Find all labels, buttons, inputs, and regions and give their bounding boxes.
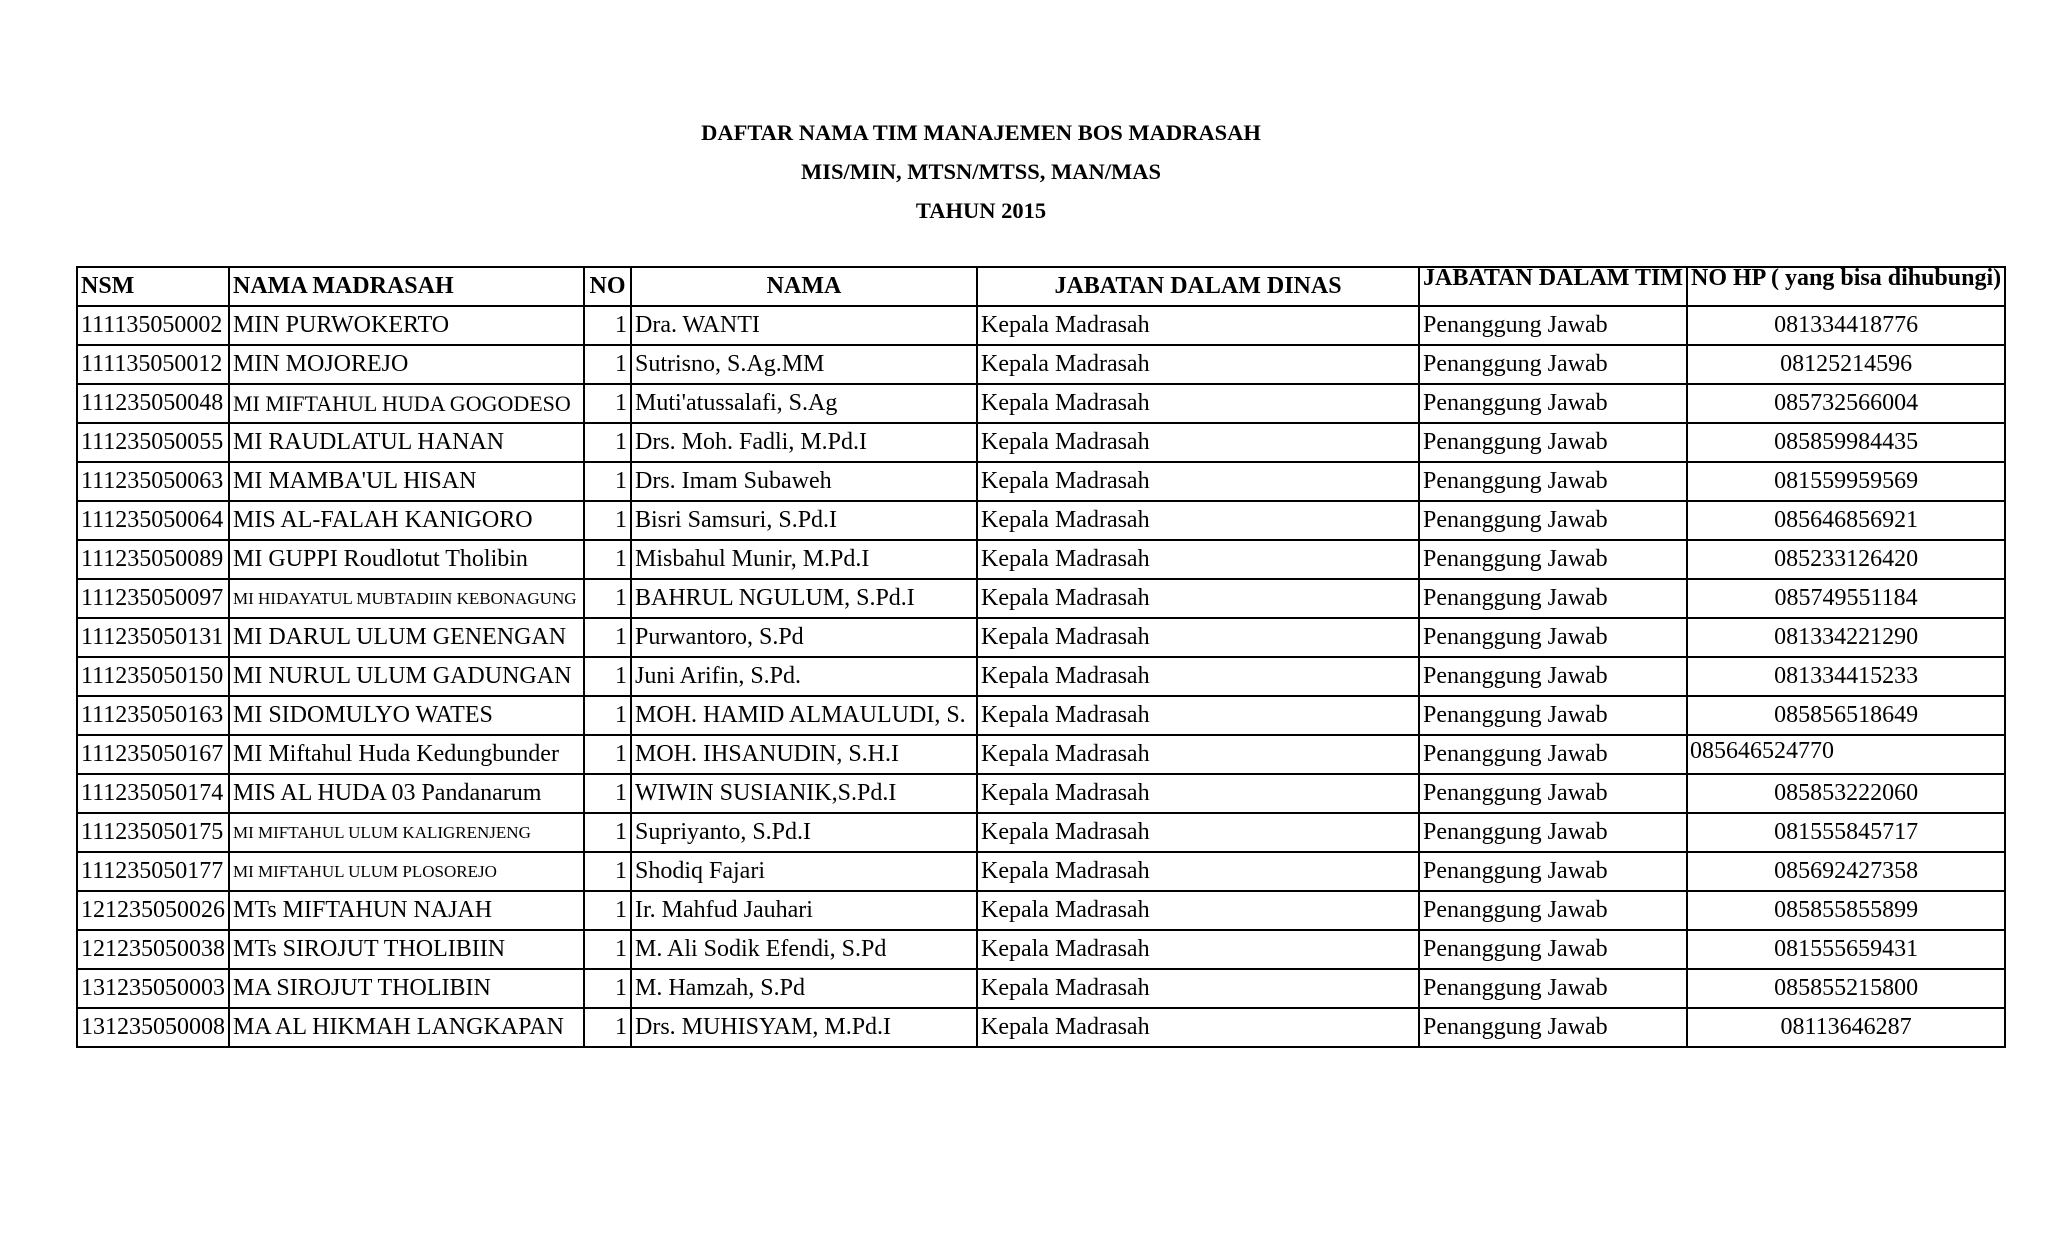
cell-madrasah: MI RAUDLATUL HANAN bbox=[229, 423, 584, 462]
cell-nsm: 111235050089 bbox=[77, 540, 229, 579]
cell-hp: 085853222060 bbox=[1687, 774, 2005, 813]
header-row bbox=[77, 267, 2005, 306]
cell-madrasah: MIN MOJOREJO bbox=[229, 345, 584, 384]
cell-no: 1 bbox=[584, 852, 631, 891]
cell-nsm: 111135050002 bbox=[77, 306, 229, 345]
cell-jabatan-tim: Penanggung Jawab bbox=[1419, 735, 1687, 774]
cell-no: 1 bbox=[584, 384, 631, 423]
cell-jabatan-tim: Penanggung Jawab bbox=[1419, 345, 1687, 384]
cell-jabatan-tim: Penanggung Jawab bbox=[1419, 657, 1687, 696]
cell-hp: 081334221290 bbox=[1687, 618, 2005, 657]
cell-madrasah: MI Miftahul Huda Kedungbunder bbox=[229, 735, 584, 774]
cell-jabatan-tim: Penanggung Jawab bbox=[1419, 540, 1687, 579]
header-hp bbox=[1687, 267, 2005, 306]
header-madrasah: NAMA MADRASAH bbox=[229, 267, 584, 306]
cell-madrasah: MI GUPPI Roudlotut Tholibin bbox=[229, 540, 584, 579]
header-nsm: NSM bbox=[77, 267, 229, 306]
cell-madrasah: MA AL HIKMAH LANGKAPAN bbox=[229, 1008, 584, 1047]
cell-jabatan-dinas: Kepala Madrasah bbox=[977, 930, 1419, 969]
cell-jabatan-dinas: Kepala Madrasah bbox=[977, 462, 1419, 501]
cell-hp: 085233126420 bbox=[1687, 540, 2005, 579]
cell-hp: 081334415233 bbox=[1687, 657, 2005, 696]
header-hp-label: NO HP ( yang bisa dihubungi) bbox=[1691, 267, 2002, 291]
table-body bbox=[77, 306, 2005, 1047]
table-row bbox=[77, 384, 2005, 423]
cell-jabatan-tim: Penanggung Jawab bbox=[1419, 852, 1687, 891]
table-row bbox=[77, 306, 2005, 345]
cell-nama: Drs. MUHISYAM, M.Pd.I bbox=[631, 1008, 977, 1047]
table-row bbox=[77, 735, 2005, 774]
cell-jabatan-tim: Penanggung Jawab bbox=[1419, 618, 1687, 657]
cell-madrasah: MI SIDOMULYO WATES bbox=[229, 696, 584, 735]
cell-no: 1 bbox=[584, 501, 631, 540]
cell-jabatan-dinas: Kepala Madrasah bbox=[977, 852, 1419, 891]
cell-hp: 085855855899 bbox=[1687, 891, 2005, 930]
cell-nsm: 121235050038 bbox=[77, 930, 229, 969]
title-line-2: MIS/MIN, MTSN/MTSS, MAN/MAS bbox=[800, 159, 1161, 184]
cell-nama: M. Ali Sodik Efendi, S.Pd bbox=[631, 930, 977, 969]
cell-jabatan-tim: Penanggung Jawab bbox=[1419, 423, 1687, 462]
cell-madrasah: MI DARUL ULUM GENENGAN bbox=[229, 618, 584, 657]
cell-jabatan-dinas: Kepala Madrasah bbox=[977, 384, 1419, 423]
cell-no: 1 bbox=[584, 657, 631, 696]
cell-jabatan-dinas: Kepala Madrasah bbox=[977, 969, 1419, 1008]
cell-jabatan-tim: Penanggung Jawab bbox=[1419, 774, 1687, 813]
cell-nama: Sutrisno, S.Ag.MM bbox=[631, 345, 977, 384]
cell-nsm: 111235050174 bbox=[77, 774, 229, 813]
cell-nama: Drs. Moh. Fadli, M.Pd.I bbox=[631, 423, 977, 462]
cell-nsm: 111235050131 bbox=[77, 618, 229, 657]
table-row bbox=[77, 657, 2005, 696]
cell-nsm: 111235050177 bbox=[77, 852, 229, 891]
cell-no: 1 bbox=[584, 813, 631, 852]
cell-nsm: 111235050167 bbox=[77, 735, 229, 774]
header-jabatan-tim-label: JABATAN DALAM TIM bbox=[1423, 267, 1684, 291]
cell-hp: 085855215800 bbox=[1687, 969, 2005, 1008]
cell-jabatan-tim: Penanggung Jawab bbox=[1419, 1008, 1687, 1047]
team-table bbox=[76, 266, 2006, 1048]
table-row bbox=[77, 501, 2005, 540]
cell-jabatan-dinas: Kepala Madrasah bbox=[977, 423, 1419, 462]
cell-no: 1 bbox=[584, 969, 631, 1008]
cell-hp: 085732566004 bbox=[1687, 384, 2005, 423]
cell-nsm: 111235050063 bbox=[77, 462, 229, 501]
cell-hp: 085859984435 bbox=[1687, 423, 2005, 462]
cell-no: 1 bbox=[584, 774, 631, 813]
cell-nama: WIWIN SUSIANIK,S.Pd.I bbox=[631, 774, 977, 813]
cell-jabatan-dinas: Kepala Madrasah bbox=[977, 345, 1419, 384]
cell-madrasah: MTs MIFTAHUN NAJAH bbox=[229, 891, 584, 930]
cell-no: 1 bbox=[584, 306, 631, 345]
cell-jabatan-dinas: Kepala Madrasah bbox=[977, 774, 1419, 813]
cell-nsm: 131235050003 bbox=[77, 969, 229, 1008]
cell-nsm: 111235050055 bbox=[77, 423, 229, 462]
table-row bbox=[77, 423, 2005, 462]
cell-hp: 085749551184 bbox=[1687, 579, 2005, 618]
cell-no: 1 bbox=[584, 462, 631, 501]
cell-jabatan-dinas: Kepala Madrasah bbox=[977, 891, 1419, 930]
cell-jabatan-tim: Penanggung Jawab bbox=[1419, 501, 1687, 540]
cell-jabatan-dinas: Kepala Madrasah bbox=[977, 813, 1419, 852]
cell-madrasah: MIS AL-FALAH KANIGORO bbox=[229, 501, 584, 540]
cell-hp: 081334418776 bbox=[1687, 306, 2005, 345]
header-jabatan-tim bbox=[1419, 267, 1687, 306]
cell-nama: Bisri Samsuri, S.Pd.I bbox=[631, 501, 977, 540]
cell-jabatan-dinas: Kepala Madrasah bbox=[977, 1008, 1419, 1047]
cell-hp: 085692427358 bbox=[1687, 852, 2005, 891]
cell-jabatan-dinas: Kepala Madrasah bbox=[977, 501, 1419, 540]
cell-madrasah: MTs SIROJUT THOLIBIIN bbox=[229, 930, 584, 969]
table-row bbox=[77, 462, 2005, 501]
cell-nama: MOH. IHSANUDIN, S.H.I bbox=[631, 735, 977, 774]
header-nama: NAMA bbox=[631, 267, 977, 306]
cell-hp: 085646856921 bbox=[1687, 501, 2005, 540]
table-row bbox=[77, 891, 2005, 930]
cell-madrasah: MI MAMBA'UL HISAN bbox=[229, 462, 584, 501]
cell-no: 1 bbox=[584, 891, 631, 930]
cell-no: 1 bbox=[584, 930, 631, 969]
header-no: NO bbox=[584, 267, 631, 306]
table-row bbox=[77, 345, 2005, 384]
cell-madrasah: MIN PURWOKERTO bbox=[229, 306, 584, 345]
cell-nama: Dra. WANTI bbox=[631, 306, 977, 345]
cell-nsm: 111235050064 bbox=[77, 501, 229, 540]
cell-jabatan-tim: Penanggung Jawab bbox=[1419, 306, 1687, 345]
cell-madrasah: MI NURUL ULUM GADUNGAN bbox=[229, 657, 584, 696]
cell-nama: Shodiq Fajari bbox=[631, 852, 977, 891]
cell-jabatan-dinas: Kepala Madrasah bbox=[977, 696, 1419, 735]
cell-no: 1 bbox=[584, 423, 631, 462]
cell-nsm: 111235050048 bbox=[77, 384, 229, 423]
cell-nama: Drs. Imam Subaweh bbox=[631, 462, 977, 501]
cell-madrasah: MI HIDAYATUL MUBTADIIN KEBONAGUNG bbox=[229, 579, 584, 618]
cell-jabatan-dinas: Kepala Madrasah bbox=[977, 540, 1419, 579]
cell-madrasah: MIS AL HUDA 03 Pandanarum bbox=[229, 774, 584, 813]
cell-nsm: 111235050150 bbox=[77, 657, 229, 696]
table-row bbox=[77, 618, 2005, 657]
cell-no: 1 bbox=[584, 540, 631, 579]
cell-madrasah: MI MIFTAHUL HUDA GOGODESO bbox=[229, 384, 584, 423]
cell-hp: 08125214596 bbox=[1687, 345, 2005, 384]
cell-no: 1 bbox=[584, 345, 631, 384]
cell-nama: M. Hamzah, S.Pd bbox=[631, 969, 977, 1008]
table-row bbox=[77, 774, 2005, 813]
cell-jabatan-tim: Penanggung Jawab bbox=[1419, 384, 1687, 423]
cell-jabatan-tim: Penanggung Jawab bbox=[1419, 813, 1687, 852]
document-title bbox=[0, 113, 1962, 230]
cell-hp: 081555845717 bbox=[1687, 813, 2005, 852]
table-row bbox=[77, 540, 2005, 579]
cell-hp: 085646524770 bbox=[1687, 735, 2005, 774]
cell-jabatan-dinas: Kepala Madrasah bbox=[977, 618, 1419, 657]
cell-no: 1 bbox=[584, 579, 631, 618]
title-line-1: DAFTAR NAMA TIM MANAJEMEN BOS MADRASAH bbox=[701, 120, 1261, 145]
cell-no: 1 bbox=[584, 735, 631, 774]
cell-nsm: 111235050175 bbox=[77, 813, 229, 852]
cell-nsm: 131235050008 bbox=[77, 1008, 229, 1047]
cell-madrasah: MI MIFTAHUL ULUM KALIGRENJENG bbox=[229, 813, 584, 852]
header-jabatan-dinas: JABATAN DALAM DINAS bbox=[977, 267, 1419, 306]
cell-jabatan-dinas: Kepala Madrasah bbox=[977, 657, 1419, 696]
cell-hp: 081559959569 bbox=[1687, 462, 2005, 501]
cell-jabatan-tim: Penanggung Jawab bbox=[1419, 969, 1687, 1008]
cell-nsm: 111235050097 bbox=[77, 579, 229, 618]
table-row bbox=[77, 1008, 2005, 1047]
cell-nama: Muti'atussalafi, S.Ag bbox=[631, 384, 977, 423]
cell-nama: Purwantoro, S.Pd bbox=[631, 618, 977, 657]
table-row bbox=[77, 930, 2005, 969]
cell-nama: Ir. Mahfud Jauhari bbox=[631, 891, 977, 930]
table-row bbox=[77, 696, 2005, 735]
table-row bbox=[77, 579, 2005, 618]
table-row bbox=[77, 852, 2005, 891]
cell-no: 1 bbox=[584, 1008, 631, 1047]
cell-madrasah: MI MIFTAHUL ULUM PLOSOREJO bbox=[229, 852, 584, 891]
cell-jabatan-tim: Penanggung Jawab bbox=[1419, 579, 1687, 618]
cell-nsm: 111135050012 bbox=[77, 345, 229, 384]
cell-no: 1 bbox=[584, 618, 631, 657]
cell-jabatan-tim: Penanggung Jawab bbox=[1419, 930, 1687, 969]
cell-jabatan-tim: Penanggung Jawab bbox=[1419, 891, 1687, 930]
cell-nama: Supriyanto, S.Pd.I bbox=[631, 813, 977, 852]
cell-jabatan-tim: Penanggung Jawab bbox=[1419, 462, 1687, 501]
cell-nama: Juni Arifin, S.Pd. bbox=[631, 657, 977, 696]
cell-nsm: 121235050026 bbox=[77, 891, 229, 930]
cell-jabatan-dinas: Kepala Madrasah bbox=[977, 306, 1419, 345]
cell-nama: BAHRUL NGULUM, S.Pd.I bbox=[631, 579, 977, 618]
cell-nama: Misbahul Munir, M.Pd.I bbox=[631, 540, 977, 579]
title-line-3: TAHUN 2015 bbox=[915, 198, 1047, 223]
cell-hp: 08113646287 bbox=[1687, 1008, 2005, 1047]
table-row bbox=[77, 813, 2005, 852]
cell-no: 1 bbox=[584, 696, 631, 735]
cell-madrasah: MA SIROJUT THOLIBIN bbox=[229, 969, 584, 1008]
cell-jabatan-dinas: Kepala Madrasah bbox=[977, 579, 1419, 618]
cell-hp: 085856518649 bbox=[1687, 696, 2005, 735]
cell-hp: 081555659431 bbox=[1687, 930, 2005, 969]
cell-nama: MOH. HAMID ALMAULUDI, S. bbox=[631, 696, 977, 735]
table-row bbox=[77, 969, 2005, 1008]
cell-jabatan-dinas: Kepala Madrasah bbox=[977, 735, 1419, 774]
cell-jabatan-tim: Penanggung Jawab bbox=[1419, 696, 1687, 735]
cell-nsm: 111235050163 bbox=[77, 696, 229, 735]
